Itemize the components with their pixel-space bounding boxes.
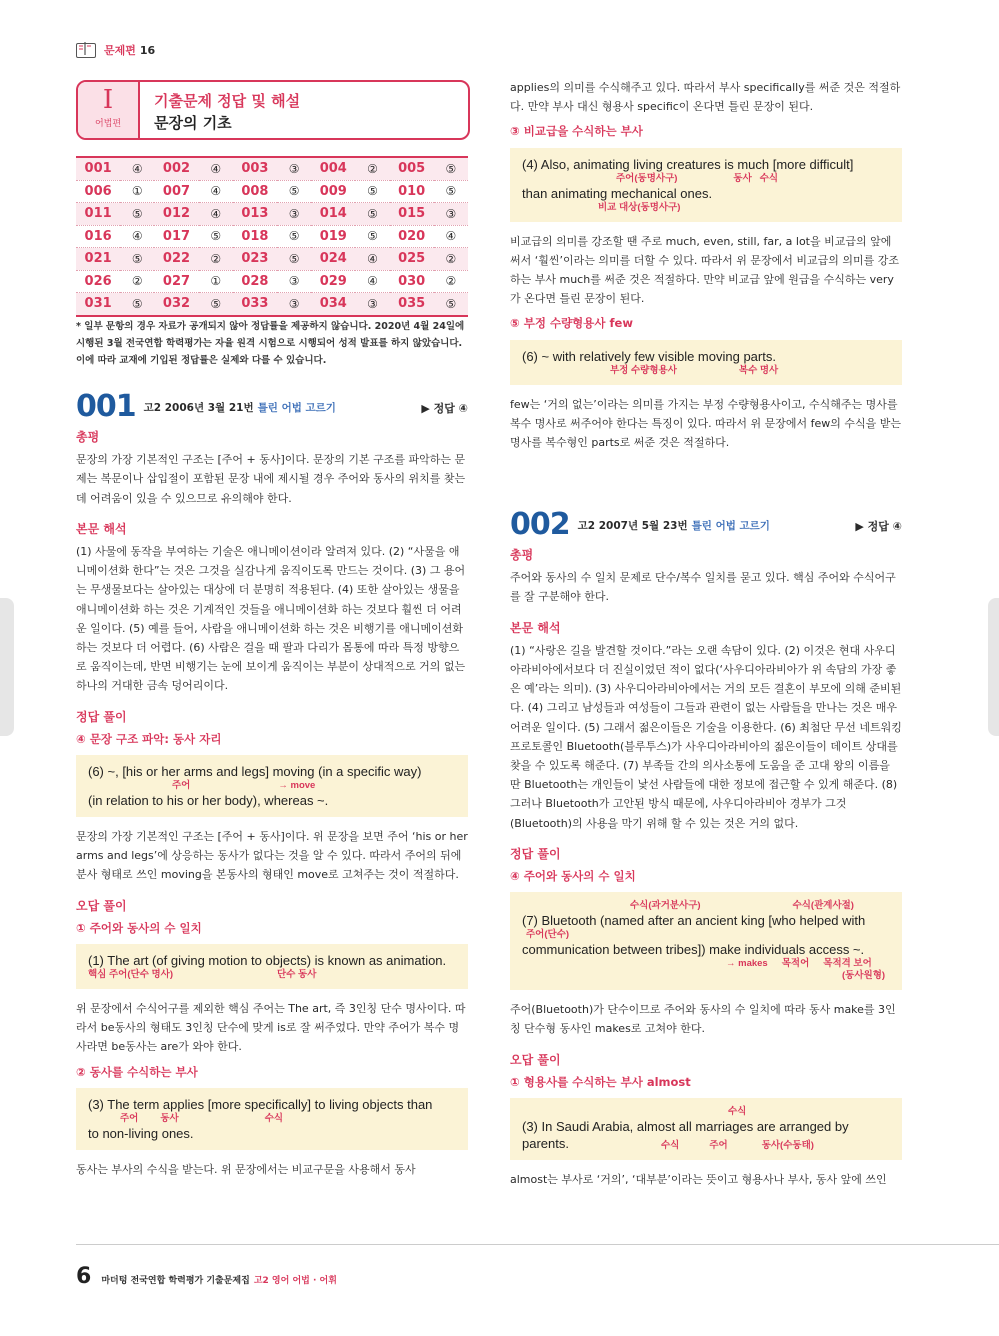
answer-choice: ⑤	[277, 248, 311, 271]
question-number: 034	[311, 293, 355, 316]
question-number: 006	[76, 180, 120, 203]
answer-choice: ③	[355, 293, 389, 316]
example-sentence: (6) ~ with relatively few visible moving parts.	[522, 348, 776, 364]
example-sentence: (3) The term applies [more specifically] to living objects than	[88, 1096, 433, 1112]
q001-wrong3-box	[510, 148, 902, 222]
question-number: 015	[390, 203, 434, 226]
q001-wrong5-sub: ⑤ 부정 수량형용사 few	[510, 316, 633, 331]
answer-choice: ③	[434, 203, 468, 226]
question-number: 035	[390, 293, 434, 316]
answer-choice: ②	[434, 248, 468, 271]
q001-answer: ▶ 정답 ④	[421, 401, 468, 415]
answer-choice: ②	[434, 270, 468, 293]
q001-solution-box	[76, 755, 468, 817]
answer-choice: ③	[277, 293, 311, 316]
question-number: 021	[76, 248, 120, 271]
q001-tag: 틀린 어법 고르기	[257, 401, 336, 414]
grammar-notes: (동사원형)	[842, 970, 886, 982]
q001-wrong1-text: 위 문장에서 수식어구를 제외한 핵심 주어는 The art, 즉 3인칭 단수 명사이다. 따라서 be동사의 형태도 3인칭 단수에 맞게 is로 잘 써주었다. 만약 주어가 복수 명사라면 be동사는 are가 와야 한다.	[76, 1002, 466, 1054]
question-number: 016	[76, 225, 120, 248]
question-number: 014	[311, 203, 355, 226]
q002-solution-text: 주어(Bluetooth)가 단수이므로 주어와 동사의 수 일치에 따라 동사 make를 3인칭 단수형 동사인 makes로 고쳐야 한다.	[510, 1003, 896, 1036]
question-number: 007	[154, 180, 198, 203]
chapter-roman: I	[102, 85, 114, 115]
question-number: 030	[390, 270, 434, 293]
q002-number: 002	[510, 507, 570, 542]
q001-wrong2-box	[76, 1088, 468, 1150]
answer-choice: ③	[277, 157, 311, 180]
chapter-category: 어법편	[94, 119, 122, 129]
answer-choice: ④	[355, 270, 389, 293]
grammar-notes: 부정 수량형용사 복수 명사	[610, 364, 779, 376]
answer-choice: ⑤	[120, 203, 154, 226]
q001-wrong2-sub: ② 동사를 수식하는 부사	[76, 1064, 198, 1079]
q001-wrong3-sub: ③ 비교급을 수식하는 부사	[510, 124, 643, 139]
q001-wrong5-box	[510, 340, 902, 385]
grammar-notes: 주어(단수)	[526, 929, 570, 941]
q002-wrong-heading: 오답 풀이	[510, 1052, 561, 1067]
q001-header	[76, 389, 468, 424]
answer-choice: ②	[355, 157, 389, 180]
question-number: 022	[154, 248, 198, 271]
q002-wrong1-sub: ① 형용사를 수식하는 부사 almost	[510, 1074, 691, 1089]
answer-grid-row	[76, 270, 468, 293]
answer-choice: ⑤	[199, 293, 233, 316]
q001-translation: (1) 사물에 동작을 부여하는 기술은 애니메이션이라 알려져 있다. (2) “사물을 애니메이션화 한다”는 것은 그것을 실감나게 움직이도록 만드는 것이다. (3) 그 용어는 무생물보다는 살아있는 대상에 더 분명히 적용된다. (4) 또한 살아있는 생물을 애니메이션화 하는 것은 기계적인 것들을 애니메이션화 하는 것보다 훨씬 더 어려운 일이다. (5) 예를 들어, 사람을 애니메이션화 하는 것은 비행기를 애니메이션화 하는 것보다 더 어렵다. (6) 사람은 걸을 때 팔과 다리가 몸통에 따라 특정 방향으로 움직이는데, 반면 비행기는 눈에 보이게 움직이는 부분이 상대적으로 거의 없는 하나의 거대한 금속 덩어리이다.	[76, 545, 466, 693]
question-number: 025	[390, 248, 434, 271]
question-number: 026	[76, 270, 120, 293]
question-number: 003	[233, 157, 277, 180]
q002-section	[510, 507, 902, 1189]
question-number: 023	[233, 248, 277, 271]
chapter-box	[76, 80, 470, 140]
answer-choice: ⑤	[120, 293, 154, 316]
answer-choice: ④	[355, 248, 389, 271]
question-number: 019	[311, 225, 355, 248]
q002-translation: (1) “사랑은 길을 발견할 것이다.”라는 오랜 속담이 있다. (2) 이것은 현대 사우디아라비아에서보다 더 진실이었던 적이 없다(‘사우디아라비아가 위 속담의 가장 좋은 예’라는 의미). (3) 사우디아라비아에서는 거의 모든 결혼이 부모에 의해 준비된다. (4) 그리고 남성들과 여성들이 그들과 관련이 없는 사람들을 만나는 것은 매우 어려운 일이다. (5) 그래서 젊은이들은 기술을 이용한다. (6) 최첨단 무선 네트워킹 프로토콜인 Bluetooth(블루투스)가 사우디아라비아의 젊은이들이 데이트 상대를 찾을 수 있도록 해준다. (7) 부족들 간의 의사소통에 도움을 준 고대 왕의 이름을 딴 Bluetooth는 개인들이 낯선 사람들에 대한 정보에 접근할 수 있게 해준다. (8) 그러나 Bluetooth가 고안된 방식 때문에, 사우디아라비아 경부가 그것(Bluetooth)의 사용을 막기 위해 할 수 있는 것은 거의 없다.	[510, 643, 902, 830]
question-number: 032	[154, 293, 198, 316]
grammar-notes: 수식	[728, 1106, 747, 1118]
answer-choice: ⑤	[277, 180, 311, 203]
grammar-notes: 핵심 주어(단수 명사) 단수 동사	[88, 969, 317, 981]
answer-choice: ①	[199, 270, 233, 293]
question-number: 017	[154, 225, 198, 248]
question-number: 001	[76, 157, 120, 180]
q001-wrong1-box	[76, 944, 468, 989]
q001-solution-heading: 정답 풀이	[76, 709, 127, 724]
answer-choice: ②	[199, 248, 233, 271]
q001-wrong3-text: 비교급의 의미를 강조할 땐 주로 much, even, still, far, a lot을 비교급의 앞에 써서 ‘훨씬’이라는 의미를 더할 수 있다. 따라서 위 문장에서 비교급의 의미를 강조하는 부사 much를 써준 것은 적절하다. 만약 비교급 앞에 원급을 수식하는 very가 온다면 틀린 문장이 된다.	[510, 234, 899, 306]
answer-grid-row	[76, 180, 468, 203]
answer-choice: ⑤	[120, 248, 154, 271]
answer-choice: ⑤	[434, 293, 468, 316]
header-page-ref: 16	[139, 43, 156, 57]
q002-meta: 고2 2007년 5월 23번	[577, 519, 688, 532]
q002-wrong1-text: almost는 부사로 ‘거의’, ‘대부분’이라는 뜻이고 형용사나 부사, 동사 앞에 쓰인	[510, 1173, 887, 1187]
footer-book-title: 마더텅 전국연합 학력평가 기출문제집	[101, 1276, 250, 1286]
question-number: 028	[233, 270, 277, 293]
example-sentence: (in relation to his or her body), whereas ~.	[88, 793, 329, 809]
answer-choice: ④	[199, 203, 233, 226]
q001-solution-text: 문장의 가장 기본적인 구조는 [주어 + 동사]이다. 위 문장을 보면 주어 ‘his or her arms and legs’에 상응하는 동사가 없다는 것을 알 수 있다. 따라서 주어의 뒤에 분사 형태로 쓰인 moving을 본동사의 형태인 move로 고쳐주는 것이 적절하다.	[76, 830, 468, 882]
answer-choice: ②	[120, 270, 154, 293]
q001-wrong5-text: few는 ‘거의 없는’이라는 의미를 가지는 부정 수량형용사이고, 수식해주는 명사를 복수 명사로 써주어야 한다는 특징이 있다. 따라서 위 문장에서 few의 수식을 받는 명사를 복수형인 parts로 써준 것은 적절하다.	[510, 397, 901, 450]
example-sentence: to non-living ones.	[88, 1125, 194, 1141]
question-number: 020	[390, 225, 434, 248]
grammar-notes: 비교 대상(동명사구)	[598, 201, 681, 213]
q001-wrong2-continued: applies의 의미를 수식해주고 있다. 따라서 부사 specifically를 써준 것은 적절하다. 만약 부사 대신 형용사 specific이 온다면 틀린 문장이 된다.	[510, 81, 901, 114]
grammar-notes: 주어 동사 수식	[120, 1112, 284, 1124]
question-number: 027	[154, 270, 198, 293]
grammar-notes: → makes 목적어 목적격 보어	[726, 958, 872, 970]
grammar-notes: 주어 → move	[172, 780, 316, 792]
footer-book-sub: 고2 영어 어법 · 어휘	[253, 1276, 337, 1286]
answer-choice: ④	[434, 225, 468, 248]
answer-grid-row	[76, 248, 468, 271]
answer-choice: ⑤	[434, 180, 468, 203]
q001-section	[76, 389, 468, 1179]
answer-choice: ③	[277, 270, 311, 293]
page-number: 6	[76, 1264, 92, 1289]
grid-note: * 일부 문항의 경우 자료가 공개되지 않아 정답률을 제공하지 않습니다. 2020년 4월 24일에 시행된 3월 전국연합 학력평가는 자율 원격 시험으로 시행되어 성적 발표를 하지 않았습니다. 이에 따라 교재에 기입된 정답률은 실제와 다를 수 있습니다.	[76, 321, 465, 366]
answer-choice: ⑤	[355, 225, 389, 248]
question-number: 002	[154, 157, 198, 180]
example-sentence: than animating mechanical ones.	[522, 185, 713, 201]
answer-choice: ⑤	[277, 225, 311, 248]
left-edge-tab	[0, 598, 14, 736]
q002-tag: 틀린 어법 고르기	[691, 519, 770, 532]
grammar-notes: 수식(과거분사구) 수식(관계사절)	[630, 900, 854, 912]
footer-rule	[76, 1244, 999, 1245]
header-section: 문제편	[104, 44, 136, 57]
answer-grid-row	[76, 225, 468, 248]
answer-choice: ⑤	[355, 180, 389, 203]
chapter-title: 기출문제 정답 및 해설	[154, 92, 301, 110]
example-sentence: (3) In Saudi Arabia, almost all marriages are arranged by	[522, 1119, 849, 1135]
answer-choice: ①	[120, 180, 154, 203]
question-number: 024	[311, 248, 355, 271]
question-number: 004	[311, 157, 355, 180]
footer	[76, 1264, 337, 1289]
answer-choice: ④	[120, 157, 154, 180]
q002-translation-heading: 본문 해석	[510, 620, 561, 635]
example-sentence: (6) ~, [his or her arms and legs] moving (in a specific way)	[88, 764, 422, 780]
question-number: 029	[311, 270, 355, 293]
question-number: 009	[311, 180, 355, 203]
example-sentence: communication between tribes]) make individuals access ~.	[522, 942, 865, 958]
q002-solution-box	[510, 892, 902, 990]
example-sentence: (1) The art (of giving motion to objects) is known as animation.	[88, 953, 447, 969]
question-number: 012	[154, 203, 198, 226]
answer-choice: ④	[199, 157, 233, 180]
question-number: 008	[233, 180, 277, 203]
question-number: 013	[233, 203, 277, 226]
q002-solution-sub: ④ 주어와 동사의 수 일치	[510, 869, 636, 884]
q001-overview-heading: 총평	[76, 430, 100, 444]
answer-choice: ⑤	[355, 203, 389, 226]
example-sentence: (7) Bluetooth (named after an ancient king [who helped with	[522, 913, 866, 929]
answer-grid-row	[76, 157, 468, 180]
example-sentence: (4) Also, animating living creatures is much [more difficult]	[522, 156, 854, 172]
q002-overview-heading: 총평	[510, 548, 534, 562]
question-number: 010	[390, 180, 434, 203]
q001-translation-heading: 본문 해석	[76, 521, 127, 536]
q002-overview: 주어와 동사의 수 일치 문제로 단수/복수 일치를 묻고 있다. 핵심 주어와 수식어구를 잘 구분해야 한다.	[510, 571, 896, 604]
answer-choice: ③	[277, 203, 311, 226]
q002-header	[510, 507, 902, 542]
answer-choice: ④	[120, 225, 154, 248]
chapter-tab	[78, 82, 140, 138]
q002-wrong1-box	[510, 1098, 902, 1160]
book-icon	[76, 43, 96, 58]
q001-number: 001	[76, 389, 136, 424]
right-edge-tab	[988, 598, 999, 736]
question-number: 018	[233, 225, 277, 248]
chapter-subtitle: 문장의 기초	[154, 114, 232, 132]
answer-choice: ⑤	[199, 225, 233, 248]
question-number: 011	[76, 203, 120, 226]
answer-choice: ④	[199, 180, 233, 203]
example-sentence: parents. 수식 주어 동사(수동태)	[522, 1136, 814, 1152]
q001-overview: 문장의 가장 기본적인 구조는 [주어 + 동사]이다. 문장의 기본 구조를 파악하는 문제는 복문이나 삽입절이 포함된 문장 내에 제시될 경우 주어와 동사의 위치를 찾는 데 어려움이 있을 수 있으므로 유의해야 한다.	[76, 453, 466, 505]
question-number: 005	[390, 157, 434, 180]
answer-choice: ⑤	[434, 157, 468, 180]
question-number: 033	[233, 293, 277, 316]
answer-grid	[76, 156, 468, 317]
q001-continued	[510, 78, 902, 452]
q001-solution-sub: ④ 문장 구조 파악: 동사 자리	[76, 731, 222, 746]
q002-answer: ▶ 정답 ④	[855, 519, 902, 533]
answer-grid-row	[76, 293, 468, 316]
q001-wrong1-sub: ① 주어와 동사의 수 일치	[76, 920, 202, 935]
grammar-notes: 주어(동명사구) 동사 수식	[616, 172, 779, 184]
q002-solution-heading: 정답 풀이	[510, 846, 561, 861]
q001-meta: 고2 2006년 3월 21번	[143, 401, 254, 414]
q001-wrong-heading: 오답 풀이	[76, 898, 127, 913]
header	[76, 42, 155, 58]
question-number: 031	[76, 293, 120, 316]
q001-wrong2-text: 동사는 부사의 수식을 받는다. 위 문장에서는 비교구문을 사용해서 동사	[76, 1162, 416, 1176]
answer-grid-row	[76, 203, 468, 226]
